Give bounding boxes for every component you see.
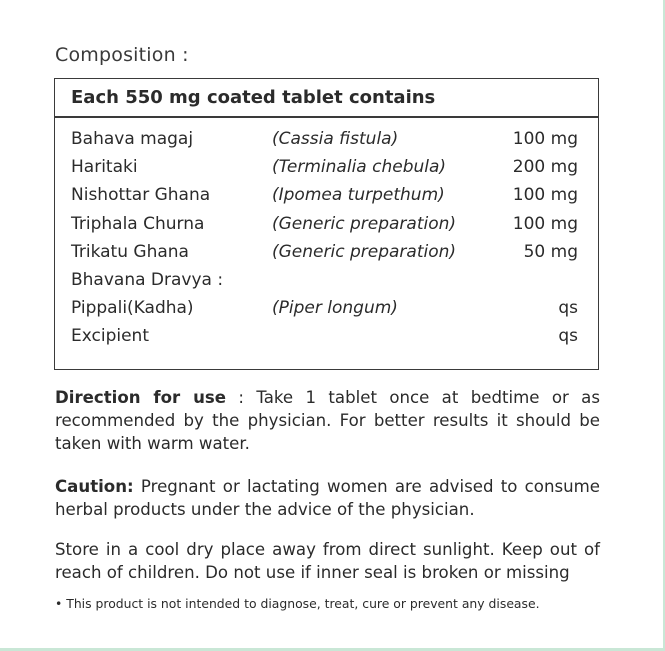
ingredient-qty: qs [558,298,578,319]
composition-row [55,129,598,157]
ingredient-qty: 100 mg [512,129,578,149]
ingredient-name: Triphala Churna [71,213,205,234]
ingredient-latin: (Generic preparation) [272,241,457,262]
ingredient-name: Bhavana Dravya : [71,269,224,290]
composition-row [55,214,598,242]
ingredient-qty: qs [558,326,578,347]
disclaimer: • This product is not intended to diagnose, treat, cure or prevent any disease. [55,596,540,611]
ingredient-latin: (Generic preparation) [272,213,457,234]
composition-heading: Composition : [55,44,189,66]
ingredient-name: Trikatu Ghana [71,241,189,262]
ingredient-qty: 50 mg [523,241,578,262]
caution [55,475,600,521]
caution-label: Caution: [55,477,134,496]
composition-rows [55,118,598,355]
composition-row [55,185,598,213]
composition-row [55,270,598,298]
composition-table [54,78,599,370]
storage-instructions: Store in a cool dry place away from direct sunlight. Keep out of reach of children. Do not use if inner seal is broken or missing [55,540,600,582]
caution-text: Pregnant or lactating women are advised to consume herbal products under the advice of the physician. [55,477,600,519]
composition-table-header: Each 550 mg coated tablet contains [55,79,598,118]
ingredient-name: Bahava magaj [71,129,194,149]
ingredient-name: Haritaki [71,157,138,178]
ingredient-name: Pippali(Kadha) [71,298,194,319]
composition-row [55,326,598,354]
ingredient-name: Excipient [71,326,149,347]
composition-row [55,298,598,326]
ingredient-latin: (Cassia fistula) [272,129,399,149]
ingredient-latin: (Piper longum) [272,298,398,319]
direction-for-use [55,386,600,455]
composition-row [55,157,598,185]
ingredient-latin: (Terminalia chebula) [272,157,447,178]
direction-text: : Take 1 tablet once at bedtime or as recommended by the physician. For better results it should be taken with warm water. [55,388,600,453]
ingredient-qty: 100 mg [512,185,578,206]
ingredient-qty: 100 mg [512,213,578,234]
ingredient-latin: (Ipomea turpethum) [272,185,445,206]
direction-label: Direction for use [55,388,227,407]
ingredient-name: Nishottar Ghana [71,185,211,206]
composition-row [55,242,598,270]
ingredient-qty: 200 mg [512,157,578,178]
